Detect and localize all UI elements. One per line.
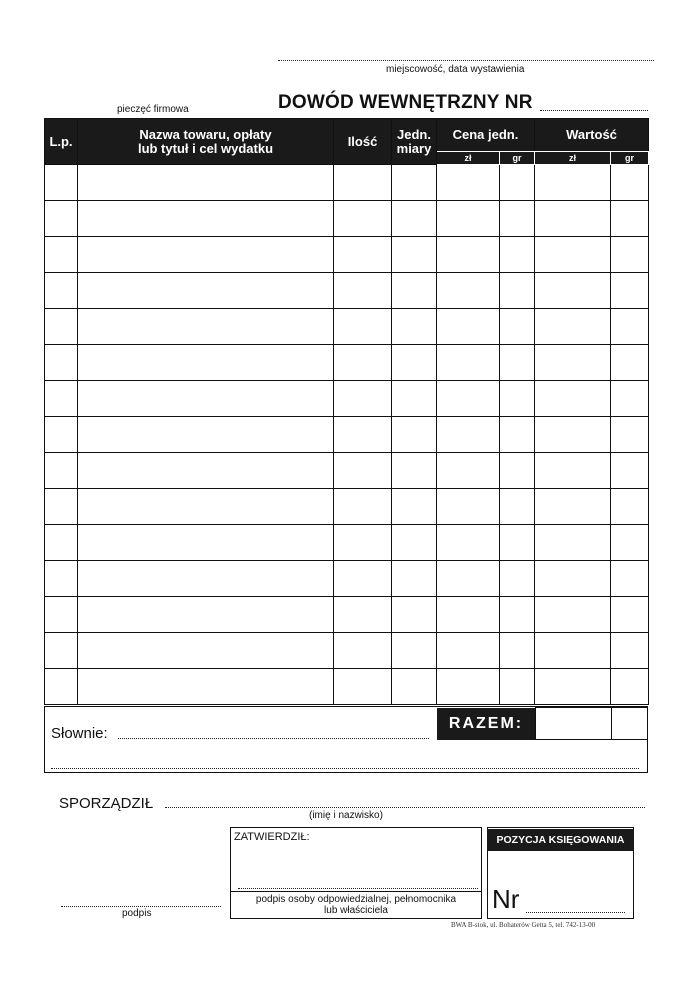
cell-value-zl[interactable] [535, 309, 611, 345]
cell-qty[interactable] [334, 381, 392, 417]
cell-unit-price-gr[interactable] [500, 201, 535, 237]
cell-value-gr[interactable] [611, 201, 649, 237]
cell-value-gr[interactable] [611, 309, 649, 345]
col-name-header [78, 119, 334, 165]
approved-caption [231, 894, 481, 916]
cell-lp[interactable] [45, 417, 78, 453]
cell-name[interactable] [78, 417, 334, 453]
cell-unit-price-gr[interactable] [500, 273, 535, 309]
cell-unit-price-zl[interactable] [437, 633, 500, 669]
booking-number-field[interactable] [526, 902, 625, 913]
cell-lp[interactable] [45, 561, 78, 597]
cell-qty[interactable] [334, 201, 392, 237]
name-caption: (imię i nazwisko) [309, 810, 383, 821]
cell-unit[interactable] [392, 237, 437, 273]
cell-value-zl[interactable] [535, 489, 611, 525]
table-row [45, 561, 649, 597]
printer-note: BWA B-stok, ul. Bohaterów Getta 5, tel. 742-13-00 [451, 921, 596, 929]
value-zl-header: zł [535, 152, 611, 165]
cell-unit[interactable] [392, 597, 437, 633]
table-row [45, 165, 649, 201]
cell-unit-price-zl[interactable] [437, 561, 500, 597]
cell-name[interactable] [78, 489, 334, 525]
cell-value-zl[interactable] [535, 561, 611, 597]
cell-unit-price-gr[interactable] [500, 561, 535, 597]
cell-unit-price-zl[interactable] [437, 237, 500, 273]
total-zl-field[interactable] [535, 707, 612, 740]
document-number-field[interactable] [540, 100, 648, 111]
cell-unit-price-zl[interactable] [437, 201, 500, 237]
cell-value-gr[interactable] [611, 165, 649, 201]
cell-unit[interactable] [392, 165, 437, 201]
cell-unit-price-gr[interactable] [500, 453, 535, 489]
cell-qty[interactable] [334, 417, 392, 453]
signature-field[interactable] [61, 896, 221, 907]
cell-unit-price-gr[interactable] [500, 345, 535, 381]
cell-name[interactable] [78, 597, 334, 633]
cell-unit[interactable] [392, 489, 437, 525]
cell-qty[interactable] [334, 561, 392, 597]
document-title: DOWÓD WEWNĘTRZNY NR [278, 92, 533, 113]
cell-value-gr[interactable] [611, 561, 649, 597]
cell-qty[interactable] [334, 453, 392, 489]
words-label: Słownie: [51, 725, 108, 742]
cell-unit[interactable] [392, 309, 437, 345]
cell-unit-price-gr[interactable] [500, 489, 535, 525]
cell-name[interactable] [78, 201, 334, 237]
cell-lp[interactable] [45, 489, 78, 525]
cell-qty[interactable] [334, 165, 392, 201]
cell-qty[interactable] [334, 273, 392, 309]
cell-value-zl[interactable] [535, 453, 611, 489]
cell-qty[interactable] [334, 345, 392, 381]
table-row [45, 309, 649, 345]
cell-value-gr[interactable] [611, 597, 649, 633]
cell-unit-price-zl[interactable] [437, 345, 500, 381]
cell-lp[interactable] [45, 165, 78, 201]
cell-value-gr[interactable] [611, 669, 649, 705]
cell-value-gr[interactable] [611, 417, 649, 453]
items-table-body [45, 165, 649, 705]
value-gr-header: gr [611, 152, 649, 165]
cell-qty[interactable] [334, 669, 392, 705]
cell-name[interactable] [78, 237, 334, 273]
cell-unit-price-zl[interactable] [437, 489, 500, 525]
signature-caption: podpis [122, 908, 152, 919]
cell-lp[interactable] [45, 597, 78, 633]
cell-value-gr[interactable] [611, 633, 649, 669]
cell-qty[interactable] [334, 489, 392, 525]
cell-unit-price-gr[interactable] [500, 381, 535, 417]
cell-unit-price-gr[interactable] [500, 309, 535, 345]
amount-in-words-field[interactable] [118, 728, 429, 739]
table-row [45, 237, 649, 273]
cell-name[interactable] [78, 669, 334, 705]
place-date-caption: miejscowość, data wystawienia [386, 64, 525, 75]
cell-lp[interactable] [45, 633, 78, 669]
cell-value-zl[interactable] [535, 669, 611, 705]
col-unit-price-header: Cena jedn. [437, 119, 535, 152]
cell-unit-price-zl[interactable] [437, 417, 500, 453]
cell-unit-price-gr[interactable] [500, 633, 535, 669]
total-label: RAZEM: [437, 708, 535, 740]
col-lp-header: L.p. [45, 119, 78, 165]
table-row [45, 201, 649, 237]
nr-label: Nr [492, 884, 520, 914]
cell-value-gr[interactable] [611, 237, 649, 273]
cell-name[interactable] [78, 561, 334, 597]
cell-lp[interactable] [45, 453, 78, 489]
col-value-header: Wartość [535, 119, 649, 152]
cell-unit[interactable] [392, 453, 437, 489]
amount-in-words-field-2[interactable] [51, 758, 639, 769]
cell-lp[interactable] [45, 237, 78, 273]
approved-caption-line2: lub właściciela [324, 905, 388, 916]
cell-qty[interactable] [334, 237, 392, 273]
cell-unit-price-gr[interactable] [500, 417, 535, 453]
cell-lp[interactable] [45, 273, 78, 309]
cell-unit-price-gr[interactable] [500, 597, 535, 633]
items-table [44, 118, 649, 705]
cell-unit-price-zl[interactable] [437, 165, 500, 201]
col-qty-header: Ilość [334, 119, 392, 165]
cell-value-gr[interactable] [611, 273, 649, 309]
cell-qty[interactable] [334, 633, 392, 669]
approval-divider [231, 891, 481, 892]
cell-unit-price-zl[interactable] [437, 381, 500, 417]
table-row [45, 417, 649, 453]
cell-unit-price-gr[interactable] [500, 165, 535, 201]
unit-price-zl-header: zł [437, 152, 500, 165]
cell-lp[interactable] [45, 309, 78, 345]
cell-unit-price-zl[interactable] [437, 309, 500, 345]
unit-price-gr-header: gr [500, 152, 535, 165]
cell-unit-price-gr[interactable] [500, 237, 535, 273]
cell-unit-price-zl[interactable] [437, 273, 500, 309]
cell-unit[interactable] [392, 633, 437, 669]
cell-value-gr[interactable] [611, 453, 649, 489]
cell-lp[interactable] [45, 381, 78, 417]
cell-unit[interactable] [392, 561, 437, 597]
cell-value-gr[interactable] [611, 345, 649, 381]
booking-label: POZYCJA KSIĘGOWANIA [487, 829, 634, 851]
cell-unit[interactable] [392, 525, 437, 561]
cell-value-zl[interactable] [535, 273, 611, 309]
cell-lp[interactable] [45, 525, 78, 561]
col-name-line1: Nazwa towaru, opłaty [139, 126, 272, 142]
cell-qty[interactable] [334, 597, 392, 633]
cell-value-gr[interactable] [611, 525, 649, 561]
cell-name[interactable] [78, 633, 334, 669]
col-unit-line2: miary [396, 140, 432, 156]
cell-value-zl[interactable] [535, 633, 611, 669]
cell-value-gr[interactable] [611, 381, 649, 417]
cell-name[interactable] [78, 165, 334, 201]
cell-unit[interactable] [392, 417, 437, 453]
table-row [45, 525, 649, 561]
cell-unit[interactable] [392, 273, 437, 309]
cell-unit-price-gr[interactable] [500, 525, 535, 561]
cell-unit-price-zl[interactable] [437, 669, 500, 705]
cell-value-zl[interactable] [535, 165, 611, 201]
cell-value-zl[interactable] [535, 525, 611, 561]
table-row [45, 381, 649, 417]
cell-qty[interactable] [334, 525, 392, 561]
approved-caption-line1: podpis osoby odpowiedzialnej, pełnomocnika [255, 894, 457, 905]
cell-qty[interactable] [334, 309, 392, 345]
cell-value-zl[interactable] [535, 597, 611, 633]
col-name-line2: lub tytuł i cel wydatku [137, 140, 274, 156]
cell-name[interactable] [78, 525, 334, 561]
prepared-label: SPORZĄDZIŁ [59, 795, 154, 812]
cell-value-zl[interactable] [535, 417, 611, 453]
cell-lp[interactable] [45, 201, 78, 237]
cell-value-zl[interactable] [535, 201, 611, 237]
cell-name[interactable] [78, 309, 334, 345]
cell-value-zl[interactable] [535, 237, 611, 273]
cell-unit-price-gr[interactable] [500, 669, 535, 705]
table-row [45, 489, 649, 525]
table-row [45, 345, 649, 381]
table-row [45, 633, 649, 669]
cell-unit-price-zl[interactable] [437, 525, 500, 561]
cell-value-zl[interactable] [535, 345, 611, 381]
approved-label: ZATWIERDZIŁ: [234, 831, 310, 843]
cell-name[interactable] [78, 381, 334, 417]
stamp-caption: pieczęć firmowa [117, 104, 189, 115]
cell-name[interactable] [78, 273, 334, 309]
table-row [45, 453, 649, 489]
table-row [45, 597, 649, 633]
col-unit-line1: Jedn. [397, 126, 431, 142]
place-date-field[interactable] [278, 50, 654, 61]
cell-unit[interactable] [392, 201, 437, 237]
cell-unit[interactable] [392, 669, 437, 705]
prepared-by-field[interactable] [165, 797, 645, 808]
table-row [45, 669, 649, 705]
table-row [45, 273, 649, 309]
cell-value-zl[interactable] [535, 381, 611, 417]
cell-value-gr[interactable] [611, 489, 649, 525]
cell-name[interactable] [78, 345, 334, 381]
cell-lp[interactable] [45, 345, 78, 381]
cell-unit-price-zl[interactable] [437, 597, 500, 633]
cell-unit[interactable] [392, 345, 437, 381]
cell-unit-price-zl[interactable] [437, 453, 500, 489]
cell-name[interactable] [78, 453, 334, 489]
approval-signature-field[interactable] [238, 878, 478, 889]
col-unit-header [392, 119, 437, 165]
cell-lp[interactable] [45, 669, 78, 705]
total-gr-field[interactable] [611, 707, 648, 740]
cell-unit[interactable] [392, 381, 437, 417]
